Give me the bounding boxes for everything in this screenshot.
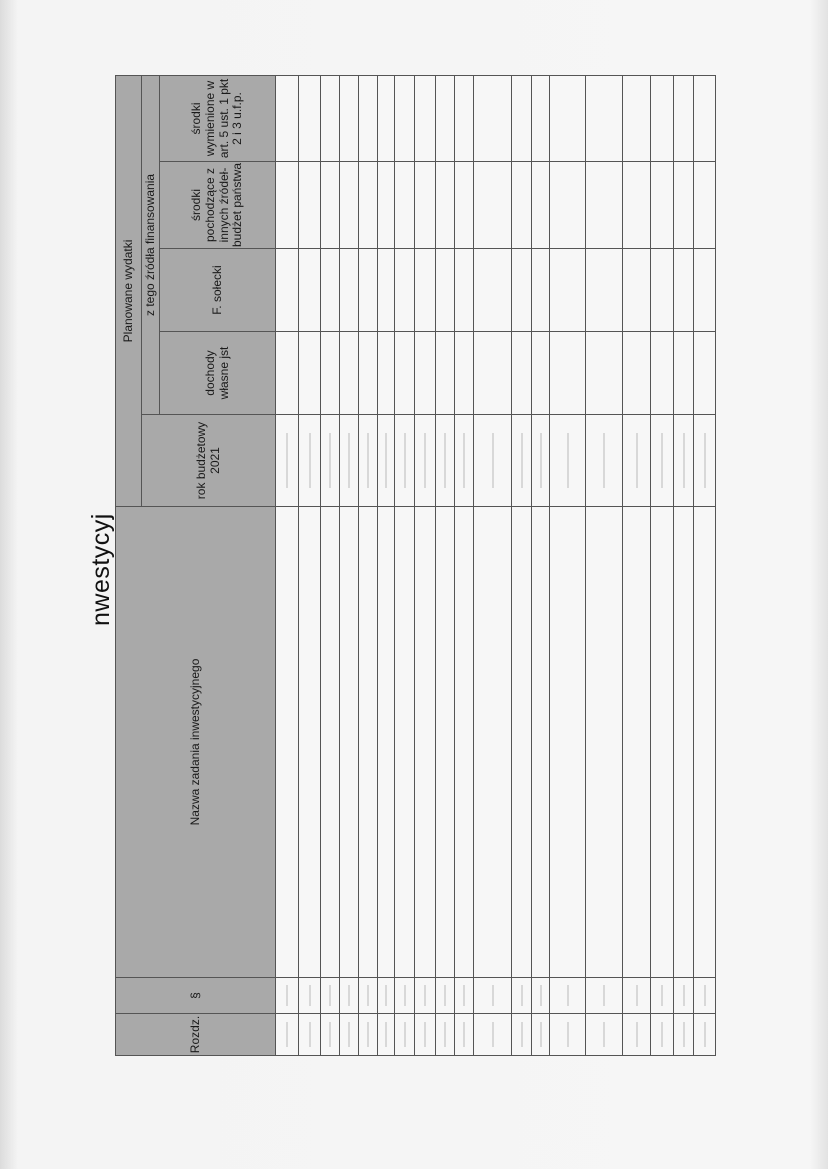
table-cell bbox=[321, 415, 340, 507]
table-cell bbox=[651, 162, 674, 249]
table-cell bbox=[436, 415, 455, 507]
table-cell bbox=[623, 162, 651, 249]
table-cell bbox=[512, 332, 532, 415]
table-cell bbox=[436, 978, 455, 1014]
table-cell bbox=[474, 332, 512, 415]
table-cell bbox=[455, 162, 474, 249]
investment-plan-table bbox=[115, 75, 716, 1056]
table-cell bbox=[276, 332, 299, 415]
table-row bbox=[378, 75, 395, 1055]
table-cell bbox=[359, 1014, 378, 1056]
table-cell bbox=[299, 162, 321, 249]
table-cell bbox=[436, 75, 455, 161]
table-cell bbox=[395, 162, 415, 249]
table-cell bbox=[299, 249, 321, 332]
table-cell bbox=[550, 75, 586, 161]
table-row bbox=[340, 75, 359, 1055]
table-cell bbox=[586, 978, 623, 1014]
header-solecki: F. sołecki bbox=[160, 249, 276, 332]
table-cell bbox=[299, 332, 321, 415]
table-cell bbox=[276, 507, 299, 978]
table-cell bbox=[395, 332, 415, 415]
table-cell bbox=[359, 332, 378, 415]
header-z-tego: z tego źródła finansowania bbox=[142, 75, 160, 414]
table-cell bbox=[455, 332, 474, 415]
table-cell bbox=[359, 415, 378, 507]
table-cell bbox=[455, 978, 474, 1014]
table-cell bbox=[512, 75, 532, 161]
table-cell bbox=[586, 1014, 623, 1056]
table-cell bbox=[378, 507, 395, 978]
table-row bbox=[359, 75, 378, 1055]
table-cell bbox=[321, 978, 340, 1014]
table-cell bbox=[623, 507, 651, 978]
table-cell bbox=[378, 415, 395, 507]
table-cell bbox=[276, 415, 299, 507]
table-row bbox=[455, 75, 474, 1055]
table-cell bbox=[651, 415, 674, 507]
table-cell bbox=[340, 162, 359, 249]
table-cell bbox=[651, 507, 674, 978]
table-cell bbox=[474, 507, 512, 978]
table-cell bbox=[321, 332, 340, 415]
table-cell bbox=[276, 249, 299, 332]
table-row bbox=[694, 75, 716, 1055]
table-cell bbox=[359, 249, 378, 332]
table-cell bbox=[586, 162, 623, 249]
table-cell bbox=[359, 507, 378, 978]
table-row bbox=[299, 75, 321, 1055]
header-rozdz: Rozdz. bbox=[116, 1014, 276, 1056]
table-cell bbox=[550, 1014, 586, 1056]
table-cell bbox=[586, 249, 623, 332]
table-cell bbox=[532, 507, 550, 978]
table-cell bbox=[586, 415, 623, 507]
table-row bbox=[321, 75, 340, 1055]
table-cell bbox=[694, 415, 716, 507]
header-rok: rok budżetowy 2021 bbox=[142, 415, 276, 507]
table-cell bbox=[586, 75, 623, 161]
table-cell bbox=[299, 1014, 321, 1056]
table-cell bbox=[694, 249, 716, 332]
table-cell bbox=[415, 162, 436, 249]
header-nazwa: Nazwa zadania inwestycyjnego bbox=[116, 507, 276, 978]
table-cell bbox=[436, 1014, 455, 1056]
table-cell bbox=[378, 249, 395, 332]
table-cell bbox=[378, 978, 395, 1014]
table-cell bbox=[623, 1014, 651, 1056]
table-cell bbox=[474, 75, 512, 161]
table-cell bbox=[694, 162, 716, 249]
table-row bbox=[674, 75, 694, 1055]
table-cell bbox=[550, 332, 586, 415]
table-cell bbox=[321, 162, 340, 249]
table-cell bbox=[550, 415, 586, 507]
table-row bbox=[550, 75, 586, 1055]
table-cell bbox=[550, 978, 586, 1014]
table-cell bbox=[623, 332, 651, 415]
table-cell bbox=[340, 249, 359, 332]
table-cell bbox=[623, 415, 651, 507]
table-cell bbox=[359, 75, 378, 161]
table-cell bbox=[321, 75, 340, 161]
header-planowane: Planowane wydatki bbox=[116, 75, 142, 506]
page-title: nwestycyj bbox=[87, 513, 115, 626]
table-row bbox=[276, 75, 299, 1055]
table-cell bbox=[550, 507, 586, 978]
table-cell bbox=[512, 162, 532, 249]
table-cell bbox=[674, 249, 694, 332]
table-cell bbox=[299, 978, 321, 1014]
header-dochody: dochody własne jst bbox=[160, 332, 276, 415]
table-cell bbox=[694, 75, 716, 161]
table-cell bbox=[550, 162, 586, 249]
table-cell bbox=[455, 507, 474, 978]
table-cell bbox=[623, 978, 651, 1014]
table-cell bbox=[378, 162, 395, 249]
table-cell bbox=[474, 1014, 512, 1056]
table-row bbox=[436, 75, 455, 1055]
table-cell bbox=[436, 332, 455, 415]
table-cell bbox=[674, 978, 694, 1014]
table-cell bbox=[359, 162, 378, 249]
table-cell bbox=[694, 1014, 716, 1056]
table-row bbox=[651, 75, 674, 1055]
table-cell bbox=[651, 332, 674, 415]
table-cell bbox=[395, 415, 415, 507]
table-cell bbox=[694, 978, 716, 1014]
table-cell bbox=[395, 978, 415, 1014]
table-cell bbox=[550, 249, 586, 332]
table-cell bbox=[415, 249, 436, 332]
table-cell bbox=[415, 415, 436, 507]
table-cell bbox=[321, 249, 340, 332]
table-row bbox=[512, 75, 532, 1055]
table-cell bbox=[378, 75, 395, 161]
table-cell bbox=[586, 507, 623, 978]
table-cell bbox=[340, 978, 359, 1014]
table-cell bbox=[512, 507, 532, 978]
table-cell bbox=[359, 978, 378, 1014]
table-header bbox=[116, 75, 276, 1055]
table-cell bbox=[395, 249, 415, 332]
table-cell bbox=[532, 332, 550, 415]
table-cell bbox=[674, 162, 694, 249]
table-cell bbox=[532, 75, 550, 161]
table-cell bbox=[651, 1014, 674, 1056]
table-cell bbox=[512, 415, 532, 507]
table-cell bbox=[532, 978, 550, 1014]
table-cell bbox=[340, 332, 359, 415]
table-cell bbox=[436, 507, 455, 978]
table-cell bbox=[276, 978, 299, 1014]
table-body bbox=[276, 75, 716, 1055]
header-pochodzace: środki pochodzące z innych źródeł- budżet państwa bbox=[160, 162, 276, 249]
table-cell bbox=[694, 332, 716, 415]
table-cell bbox=[474, 162, 512, 249]
table-cell bbox=[532, 1014, 550, 1056]
header-paragraf: § bbox=[116, 978, 276, 1014]
table-cell bbox=[532, 415, 550, 507]
table-cell bbox=[321, 1014, 340, 1056]
table-cell bbox=[415, 75, 436, 161]
table-cell bbox=[436, 249, 455, 332]
table-cell bbox=[340, 75, 359, 161]
table-row bbox=[586, 75, 623, 1055]
table-cell bbox=[299, 507, 321, 978]
table-cell bbox=[512, 1014, 532, 1056]
table-cell bbox=[455, 75, 474, 161]
table-cell bbox=[623, 75, 651, 161]
table-cell bbox=[395, 75, 415, 161]
table-cell bbox=[340, 1014, 359, 1056]
table-cell bbox=[474, 978, 512, 1014]
table-cell bbox=[586, 332, 623, 415]
table-cell bbox=[512, 249, 532, 332]
table-cell bbox=[623, 249, 651, 332]
table-cell bbox=[674, 507, 694, 978]
table-cell bbox=[674, 1014, 694, 1056]
table-cell bbox=[415, 978, 436, 1014]
rotated-table-container bbox=[87, 76, 705, 1056]
table-cell bbox=[436, 162, 455, 249]
table-cell bbox=[299, 415, 321, 507]
table-cell bbox=[455, 1014, 474, 1056]
table-row bbox=[474, 75, 512, 1055]
table-cell bbox=[321, 507, 340, 978]
table-cell bbox=[340, 507, 359, 978]
table-row bbox=[395, 75, 415, 1055]
table-cell bbox=[651, 249, 674, 332]
table-cell bbox=[276, 162, 299, 249]
table-row bbox=[623, 75, 651, 1055]
table-cell bbox=[674, 332, 694, 415]
table-cell bbox=[532, 249, 550, 332]
table-cell bbox=[276, 1014, 299, 1056]
table-cell bbox=[378, 1014, 395, 1056]
table-row bbox=[415, 75, 436, 1055]
table-cell bbox=[474, 415, 512, 507]
table-cell bbox=[340, 415, 359, 507]
header-wymienione: środki wymienione w art. 5 ust. 1 pkt 2 i 3 u.f.p. bbox=[160, 75, 276, 161]
table-cell bbox=[674, 75, 694, 161]
table-cell bbox=[276, 75, 299, 161]
table-cell bbox=[455, 249, 474, 332]
table-cell bbox=[378, 332, 395, 415]
table-cell bbox=[415, 507, 436, 978]
table-cell bbox=[474, 249, 512, 332]
table-cell bbox=[299, 75, 321, 161]
table-cell bbox=[674, 415, 694, 507]
table-cell bbox=[651, 978, 674, 1014]
table-cell bbox=[395, 1014, 415, 1056]
table-cell bbox=[455, 415, 474, 507]
table-row bbox=[532, 75, 550, 1055]
table-cell bbox=[694, 507, 716, 978]
table-cell bbox=[512, 978, 532, 1014]
table-cell bbox=[415, 1014, 436, 1056]
table-cell bbox=[395, 507, 415, 978]
table-cell bbox=[651, 75, 674, 161]
table-cell bbox=[532, 162, 550, 249]
table-cell bbox=[415, 332, 436, 415]
